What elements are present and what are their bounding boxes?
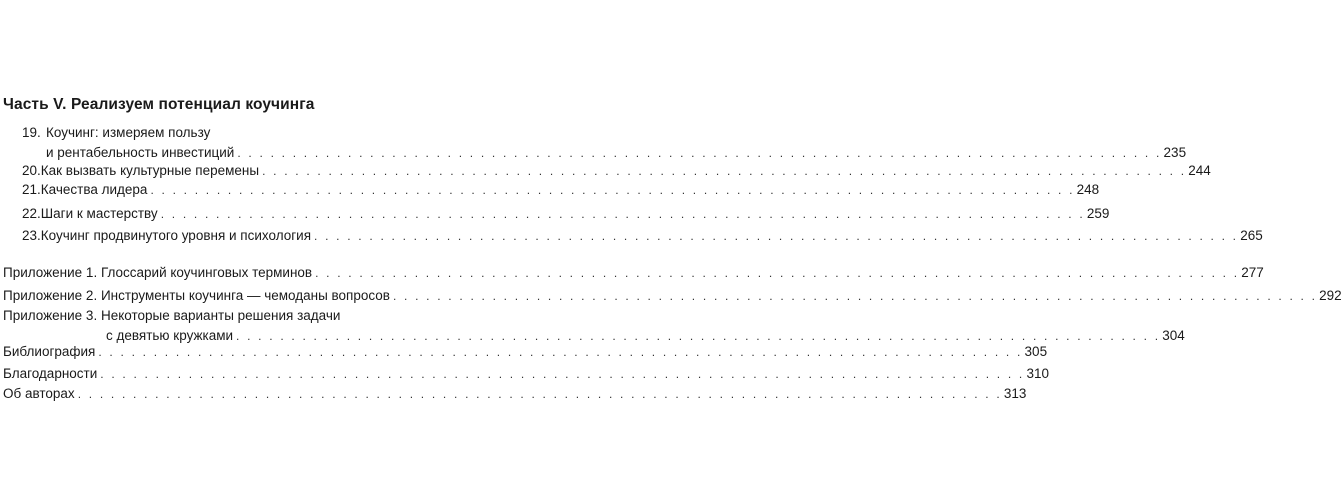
page-number: 259 <box>1086 206 1110 221</box>
dot-leader: . . . . . . . . . . . . . . . . . . . . . . . . . . . . . . . . . . . . . . . . . . . . . . . . . . . . . . . . . . . . . . . . . . . . . . . . . . . . . . . . . . . . <box>237 146 1162 160</box>
toc-entry-appendix-1[interactable] <box>3 263 1264 283</box>
page-number: 265 <box>1240 228 1263 243</box>
bibliography-title: Библиография <box>3 344 96 359</box>
toc-entry-20[interactable] <box>22 161 1211 181</box>
page-number: 292 <box>1319 288 1342 303</box>
page-number: 248 <box>1076 182 1100 197</box>
appendix-title: Приложение 2. Инструменты коучинга — чемоданы вопросов <box>3 288 390 303</box>
dot-leader: . . . . . . . . . . . . . . . . . . . . . . . . . . . . . . . . . . . . . . . . . . . . . . . . . . . . . . . . . . . . . . . . . . . . . . . . . . . . . . . . . . . . <box>262 164 1187 178</box>
appendix-title-line-2: с девятью кружками <box>106 328 234 343</box>
page-number: 313 <box>1003 386 1027 401</box>
dot-leader: . . . . . . . . . . . . . . . . . . . . . . . . . . . . . . . . . . . . . . . . . . . . . . . . . . . . . . . . . . . . . . . . . . . . . . . . . . . . . . . . . . . . <box>314 229 1239 243</box>
appendix-title: Приложение 1. Глоссарий коучинговых терминов <box>3 265 313 280</box>
dot-leader: . . . . . . . . . . . . . . . . . . . . . . . . . . . . . . . . . . . . . . . . . . . . . . . . . . . . . . . . . . . . . . . . . . . . . . . . . . . . . . . . . . . . <box>160 207 1085 221</box>
dot-leader: . . . . . . . . . . . . . . . . . . . . . . . . . . . . . . . . . . . . . . . . . . . . . . . . . . . . . . . . . . . . . . . . . . . . . . . . . . . . . . . . . . . . <box>77 387 1002 401</box>
toc-entry-21[interactable] <box>22 180 1100 200</box>
page-number: 310 <box>1026 366 1049 381</box>
dot-leader: . . . . . . . . . . . . . . . . . . . . . . . . . . . . . . . . . . . . . . . . . . . . . . . . . . . . . . . . . . . . . . . . . . . . . . . . . . . . . . . . . . . . <box>315 266 1240 280</box>
chapter-number: 22. <box>22 206 41 221</box>
chapter-title-line-1: Коучинг: измеряем пользу <box>46 125 211 140</box>
toc-entry-23[interactable] <box>22 226 1263 246</box>
chapter-title: Коучинг продвинутого уровня и психология <box>40 228 312 243</box>
chapter-number: 19. <box>22 125 41 140</box>
toc-entry-about-authors[interactable] <box>3 384 1027 404</box>
chapter-title: Как вызвать культурные перемены <box>40 163 260 178</box>
page-number: 304 <box>1162 328 1185 343</box>
dot-leader: . . . . . . . . . . . . . . . . . . . . . . . . . . . . . . . . . . . . . . . . . . . . . . . . . . . . . . . . . . . . . . . . . . . . . . . . . . . . . . . . . . . . <box>236 329 1161 343</box>
about-authors-title: Об авторах <box>3 386 75 401</box>
toc-entry-acknowledgements[interactable] <box>3 364 1049 384</box>
appendix-title-line-1: Приложение 3. Некоторые варианты решения задачи <box>3 308 341 323</box>
chapter-number: 20. <box>22 163 41 178</box>
chapter-title-line-2: и рентабельность инвестиций <box>46 145 235 160</box>
toc-entry-appendix-3[interactable] <box>3 306 1185 346</box>
toc-entry-appendix-2[interactable] <box>3 286 1342 306</box>
page-number: 244 <box>1188 163 1211 178</box>
chapter-title: Шаги к мастерству <box>40 206 158 221</box>
toc-entry-22[interactable] <box>22 204 1110 224</box>
chapter-number: 21. <box>22 182 41 197</box>
part-title: Часть V. Реализуем потенциал коучинга <box>3 96 315 113</box>
page-number: 305 <box>1024 344 1048 359</box>
toc-entry-bibliography[interactable] <box>3 342 1048 362</box>
page-number: 235 <box>1163 145 1187 160</box>
dot-leader: . . . . . . . . . . . . . . . . . . . . . . . . . . . . . . . . . . . . . . . . . . . . . . . . . . . . . . . . . . . . . . . . . . . . . . . . . . . . . . . . . . . . <box>98 345 1023 359</box>
dot-leader: . . . . . . . . . . . . . . . . . . . . . . . . . . . . . . . . . . . . . . . . . . . . . . . . . . . . . . . . . . . . . . . . . . . . . . . . . . . . . . . . . . . . <box>150 183 1075 197</box>
dot-leader: . . . . . . . . . . . . . . . . . . . . . . . . . . . . . . . . . . . . . . . . . . . . . . . . . . . . . . . . . . . . . . . . . . . . . . . . . . . . . . . . . . . . <box>392 289 1318 303</box>
toc-entry-19[interactable] <box>22 123 1187 163</box>
chapter-title: Качества лидера <box>40 182 148 197</box>
page-number: 277 <box>1241 265 1264 280</box>
dot-leader: . . . . . . . . . . . . . . . . . . . . . . . . . . . . . . . . . . . . . . . . . . . . . . . . . . . . . . . . . . . . . . . . . . . . . . . . . . . . . . . . . . . . <box>100 367 1025 381</box>
acknowledgements-title: Благодарности <box>3 366 98 381</box>
chapter-number: 23. <box>22 228 41 243</box>
